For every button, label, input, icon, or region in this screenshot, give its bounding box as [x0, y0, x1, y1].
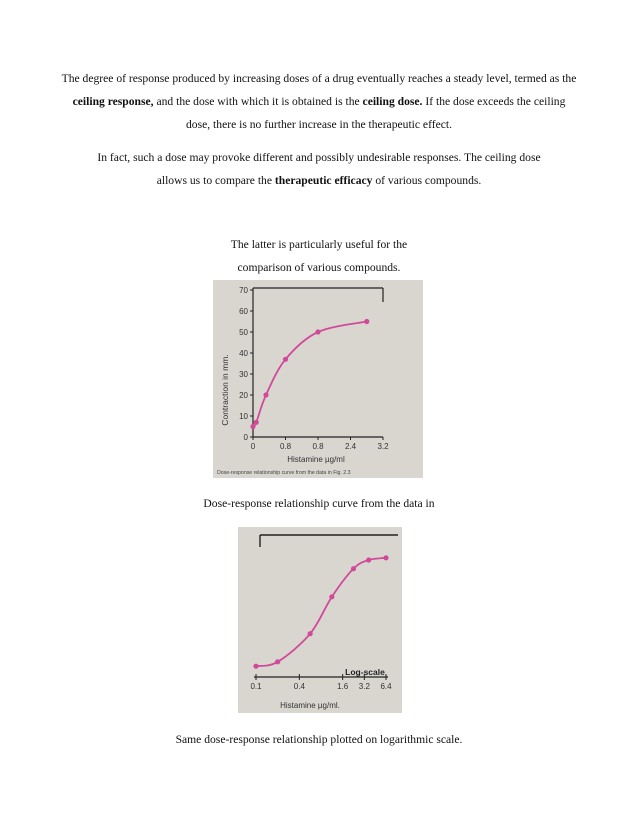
third-paragraph: The latter is particularly useful for the comparison of various compounds. — [230, 238, 408, 274]
data-point — [364, 319, 369, 324]
data-point — [283, 357, 288, 362]
x-tick-label: 2.4 — [344, 442, 357, 451]
second-paragraph — [95, 146, 543, 192]
data-point — [351, 566, 356, 571]
figure-2-caption: Same dose-response relationship plotted on logarithmic scale. — [175, 733, 463, 746]
paragraph-text: If the dose exceeds the ceiling dose, there is no further increase in the therapeutic effect. — [186, 95, 566, 131]
x-tick-label: 0.8 — [279, 442, 292, 451]
y-tick-label: 70 — [239, 286, 248, 295]
data-point — [366, 557, 371, 562]
term-ceiling-response: ceiling response, — [72, 95, 154, 108]
y-tick-label: 60 — [239, 307, 248, 316]
x-tick-label: 0 — [250, 442, 256, 451]
y-tick-label: 30 — [239, 370, 248, 379]
y-tick-label: 0 — [243, 433, 248, 442]
figure-2-image — [238, 527, 402, 713]
y-axis-label: Contraction in mm. — [220, 354, 230, 426]
figure-1-image — [213, 280, 423, 478]
x-tick-label: 6.4 — [380, 682, 392, 691]
log-scale-label: Log-scale — [345, 667, 385, 677]
data-point — [383, 555, 388, 560]
x-tick-label: 3.2 — [358, 682, 370, 691]
y-tick-label: 20 — [239, 391, 248, 400]
figure-1-caption: Dose-response relationship curve from the data in — [203, 497, 435, 510]
term-ceiling-dose: ceiling dose. — [362, 95, 423, 108]
data-point — [329, 594, 334, 599]
log-dose-response-curve — [256, 558, 386, 666]
log-scale-chart — [238, 527, 402, 713]
paragraph-text: In fact, such a dose may provoke different and possibly undesirable responses. The ceiling dose allows us to compare the — [97, 151, 541, 187]
paragraph-text: of various compounds. — [372, 174, 482, 187]
term-therapeutic-efficacy: therapeutic efficacy — [274, 174, 373, 187]
x-tick-label: 0.8 — [312, 442, 324, 451]
data-point — [315, 329, 320, 334]
data-point — [254, 420, 259, 425]
paragraph-text: and the dose with which it is obtained is the — [153, 95, 363, 108]
x-tick-label: 1.6 — [337, 682, 349, 691]
dose-response-curve — [253, 322, 367, 427]
y-tick-label: 10 — [239, 412, 248, 421]
data-point — [275, 659, 280, 664]
y-tick-label: 50 — [239, 328, 248, 337]
data-point — [253, 664, 258, 669]
y-tick-label: 40 — [239, 349, 248, 358]
inner-caption: Dose-response relationship curve from the data in Fig. 2.3 — [217, 470, 351, 476]
dose-response-chart — [213, 280, 423, 478]
x-axis-label: Histamine µg/ml — [287, 455, 345, 464]
x-axis-label: Histamine µg/ml. — [280, 701, 340, 710]
x-tick-label: 0.4 — [293, 682, 305, 691]
x-tick-label: 0.1 — [250, 682, 262, 691]
data-point — [308, 631, 313, 636]
intro-paragraph — [60, 67, 578, 136]
x-tick-label: 3.2 — [377, 442, 389, 451]
data-point — [250, 424, 255, 429]
paragraph-text: The degree of response produced by increasing doses of a drug eventually reaches a steady level, termed as the — [61, 72, 577, 85]
data-point — [263, 392, 268, 397]
